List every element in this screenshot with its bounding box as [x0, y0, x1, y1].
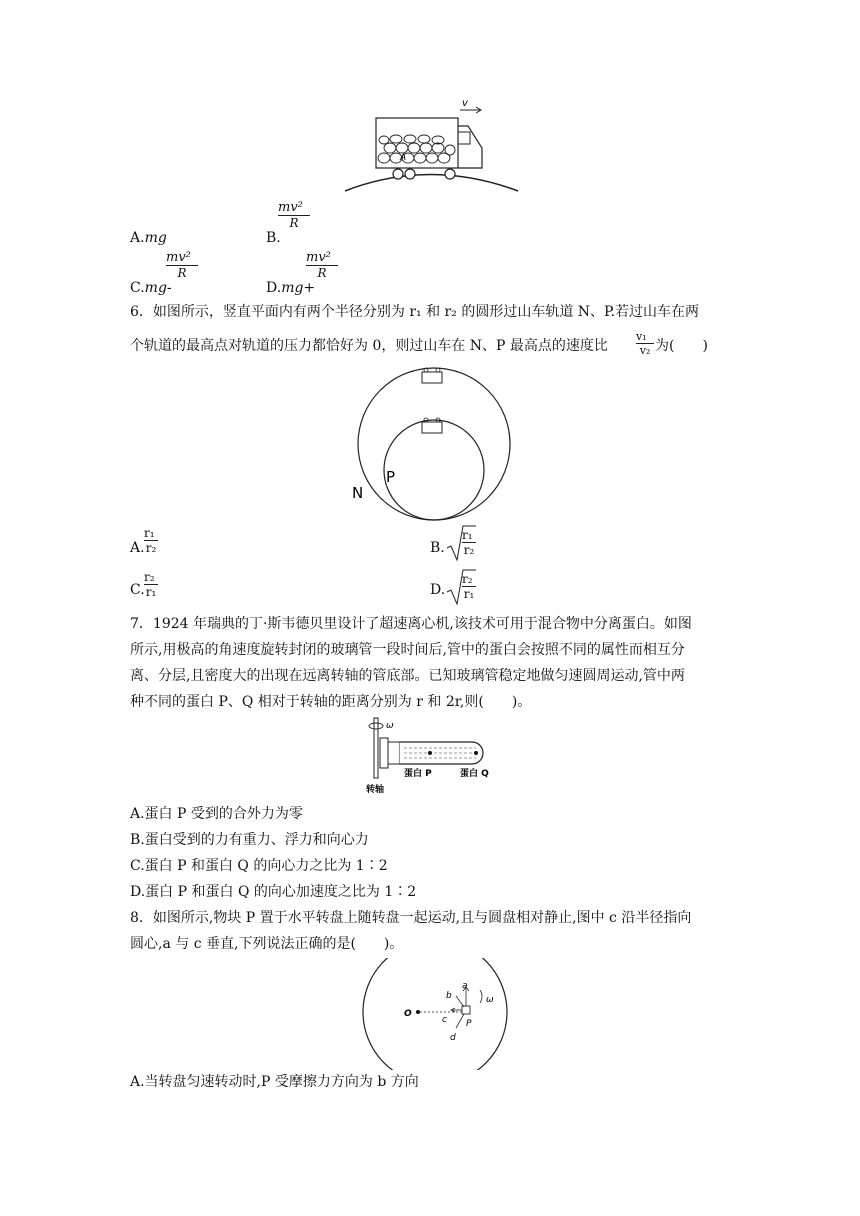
- q5-option-c[interactable]: [130, 278, 172, 298]
- q7-option-b[interactable]: B.蛋白受到的力有重力、浮力和向心力: [130, 832, 369, 848]
- option-text: mg+: [281, 280, 316, 296]
- q6-option-c[interactable]: [130, 580, 145, 600]
- velocity-label: v: [462, 98, 468, 109]
- point-a-label: A: [400, 153, 407, 163]
- q6-option-a[interactable]: [130, 538, 145, 558]
- option-letter: A.: [130, 230, 145, 246]
- option-letter: B.: [430, 540, 445, 556]
- truck-on-hill-figure: [340, 96, 520, 196]
- option-letter: B.: [266, 230, 281, 246]
- centrifuge-figure: [364, 716, 504, 796]
- q7-option-a[interactable]: A.蛋白 P 受到的合外力为零: [130, 806, 303, 822]
- option-text: mg-: [144, 280, 172, 296]
- q5-option-b-fraction: mv² R: [278, 200, 310, 230]
- omega-label: ω: [386, 721, 394, 731]
- q5-option-b[interactable]: [266, 228, 281, 248]
- q6-option-b-fraction: r₁ r₂: [462, 528, 475, 557]
- q7-stem-line3: 离、分层,且密度大的出现在远离转轴的管底部。已知玻璃管稳定地做匀速圆周运动,管中两: [130, 668, 685, 684]
- q6-option-a-fraction: r₁ r₂: [144, 526, 157, 555]
- option-letter: C.: [130, 280, 145, 296]
- vector-b-label: b: [446, 991, 452, 1001]
- protein-q-label: 蛋白 Q: [460, 769, 489, 779]
- block-p-label: P: [466, 1019, 472, 1029]
- option-letter: D.: [430, 582, 446, 598]
- q5-option-d[interactable]: [266, 278, 315, 298]
- option-text: mg: [144, 230, 167, 246]
- q5-option-d-fraction: mv² R: [306, 250, 338, 280]
- q6-stem-line2: 个轨道的最高点对轨道的压力都恰好为 0，则过山车在 N、P 最高点的速度比: [130, 338, 608, 354]
- q7-stem-line4: 种不同的蛋白 P、Q 相对于转轴的距离分别为 r 和 2r,则( )。: [130, 694, 532, 710]
- q5-option-a[interactable]: [130, 228, 167, 248]
- protein-p-label: 蛋白 P: [404, 769, 432, 779]
- q7-option-d[interactable]: D.蛋白 P 和蛋白 Q 的向心加速度之比为 1∶2: [130, 884, 417, 900]
- q6-velocity-ratio: v₁ v₂: [636, 330, 654, 357]
- q7-stem-line2: 所示,用极高的角速度旋转封闭的玻璃管一段时间后,管中的蛋白会按照不同的属性而相互分: [130, 642, 685, 658]
- roller-coaster-figure: [344, 364, 524, 524]
- q5-option-c-fraction: mv² R: [166, 250, 198, 280]
- q6-option-d[interactable]: [430, 580, 445, 600]
- q8-stem-line1: 8．如图所示,物块 P 置于水平转盘上随转盘一起运动,且与圆盘相对静止,图中 c 沿半径指向: [130, 910, 692, 926]
- q8-stem-line2: 圆心,a 与 c 垂直,下列说法正确的是( )。: [130, 936, 404, 952]
- q8-option-a[interactable]: A.当转盘匀速转动时,P 受摩擦力方向为 b 方向: [130, 1074, 419, 1090]
- option-letter: C.: [130, 582, 145, 598]
- track-p-label: P: [386, 468, 396, 486]
- vector-a-label: a: [462, 981, 468, 991]
- q6-stem-end: 为( ): [655, 338, 708, 354]
- q6-stem-line1: 6．如图所示，竖直平面内有两个半径分别为 r₁ 和 r₂ 的圆形过山车轨道 N、P.若过山车在两: [130, 304, 700, 320]
- q6-option-c-fraction: r₂ r₁: [144, 570, 157, 599]
- q6-option-b[interactable]: [430, 538, 445, 558]
- option-letter: D.: [266, 280, 282, 296]
- axis-label: 转轴: [366, 785, 385, 795]
- q7-option-c[interactable]: C.蛋白 P 和蛋白 Q 的向心力之比为 1∶2: [130, 858, 388, 874]
- track-n-label: N: [352, 484, 364, 502]
- q6-option-d-fraction: r₂ r₁: [462, 572, 475, 601]
- center-o-label: O: [404, 1009, 412, 1019]
- turntable-figure: [360, 958, 510, 1070]
- vector-d-label: d: [450, 1033, 456, 1043]
- option-letter: A.: [130, 540, 145, 556]
- vector-c-label: c: [442, 1015, 447, 1025]
- omega-label: ω: [486, 995, 494, 1005]
- q7-stem-line1: 7．1924 年瑞典的丁·斯韦德贝里设计了超速离心机,该技术可用于混合物中分离蛋白。如图: [130, 616, 692, 632]
